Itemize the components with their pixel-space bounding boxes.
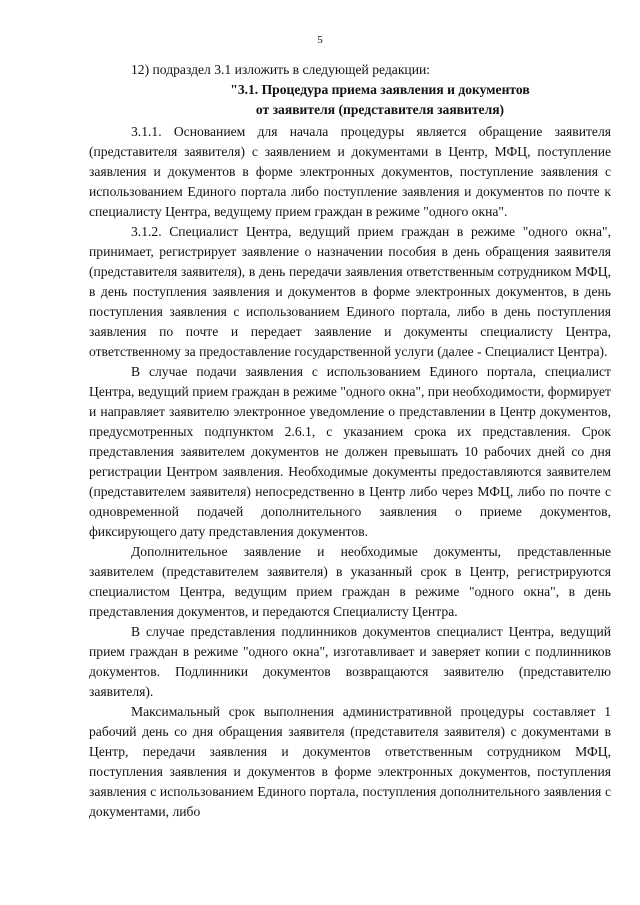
paragraph-single-portal-case: В случае подачи заявления с использованием Единого портала, специалист Центра, ведущий прием граждан в режиме "одного окна", при необходимости, формирует и направляет заявителю электронное уведомление о представлении в Центр документов, предусмотренных подпунктом 2.6.1, с указанием срока их представления. Срок представления заявителем документов не должен превышать 10 рабочих дней со дня регистрации Центром заявления. Необходимые документы предоставляются заявителем (представителем заявителя) непосредственно в Центр либо через МФЦ, либо по почте с одновременной подачей дополнительного заявления о приеме документов, фиксирующего дату представления документов. [89,364,611,539]
section-heading-line-2: от заявителя (представителя заявителя) [255,102,505,117]
paragraph-additional-application: Дополнительное заявление и необходимые документы, представленные заявителем (представителем заявителя) в указанный срок в Центр, регистрируются специалистом Центра, ведущим прием граждан в режиме "одного окна", в день представления документов, и передаются Специалисту Центра. [89,544,611,619]
amendment-intro: 12) подраздел 3.1 изложить в следующей редакции: [131,62,431,77]
paragraph-3-1-2: 3.1.2. Специалист Центра, ведущий прием граждан в режиме "одного окна", принимает, регистрирует заявление о назначении пособия в день обращения заявителя (представителя заявителя), в день передачи заявления ответственным сотрудником МФЦ, в день поступления заявления и документов в форме электронных документов, в день поступления заявления с использованием Единого портала, либо в день поступления заявления по почте и передает заявление и документы специалисту Центра, ответственному за предоставление государственной услуги (далее - Специалист Центра). [89,224,611,359]
section-heading-line-1: "3.1. Процедура приема заявления и документов [230,82,530,97]
paragraph-3-1-1: 3.1.1. Основанием для начала процедуры является обращение заявителя (представителя заявителя) с заявлением и документами в Центр, МФЦ, поступление заявления и документов в форме электронных документов, поступление заявления с использованием Единого портала либо поступление заявления и документов по почте к специалисту Центра, ведущему прием граждан в режиме "одного окна". [89,124,611,219]
paragraph-maximum-term: Максимальный срок выполнения административной процедуры составляет 1 рабочий день со дня обращения заявителя (представителя заявителя) с документами в Центр, передачи заявления и документов ответственным сотрудником МФЦ, поступления заявления и документов в форме электронных документов, поступления заявления с использованием Единого портала, поступления дополнительного заявления с документами, либо [89,704,611,819]
section-heading [89,80,611,120]
paragraph-original-documents: В случае представления подлинников документов специалист Центра, ведущий прием граждан в режиме "одного окна", изготавливает и заверяет копии с подлинников документов. Подлинники документов возвращаются заявителю (представителю заявителя). [89,624,611,699]
page-number: 5 [317,34,323,46]
document-body [89,60,611,822]
